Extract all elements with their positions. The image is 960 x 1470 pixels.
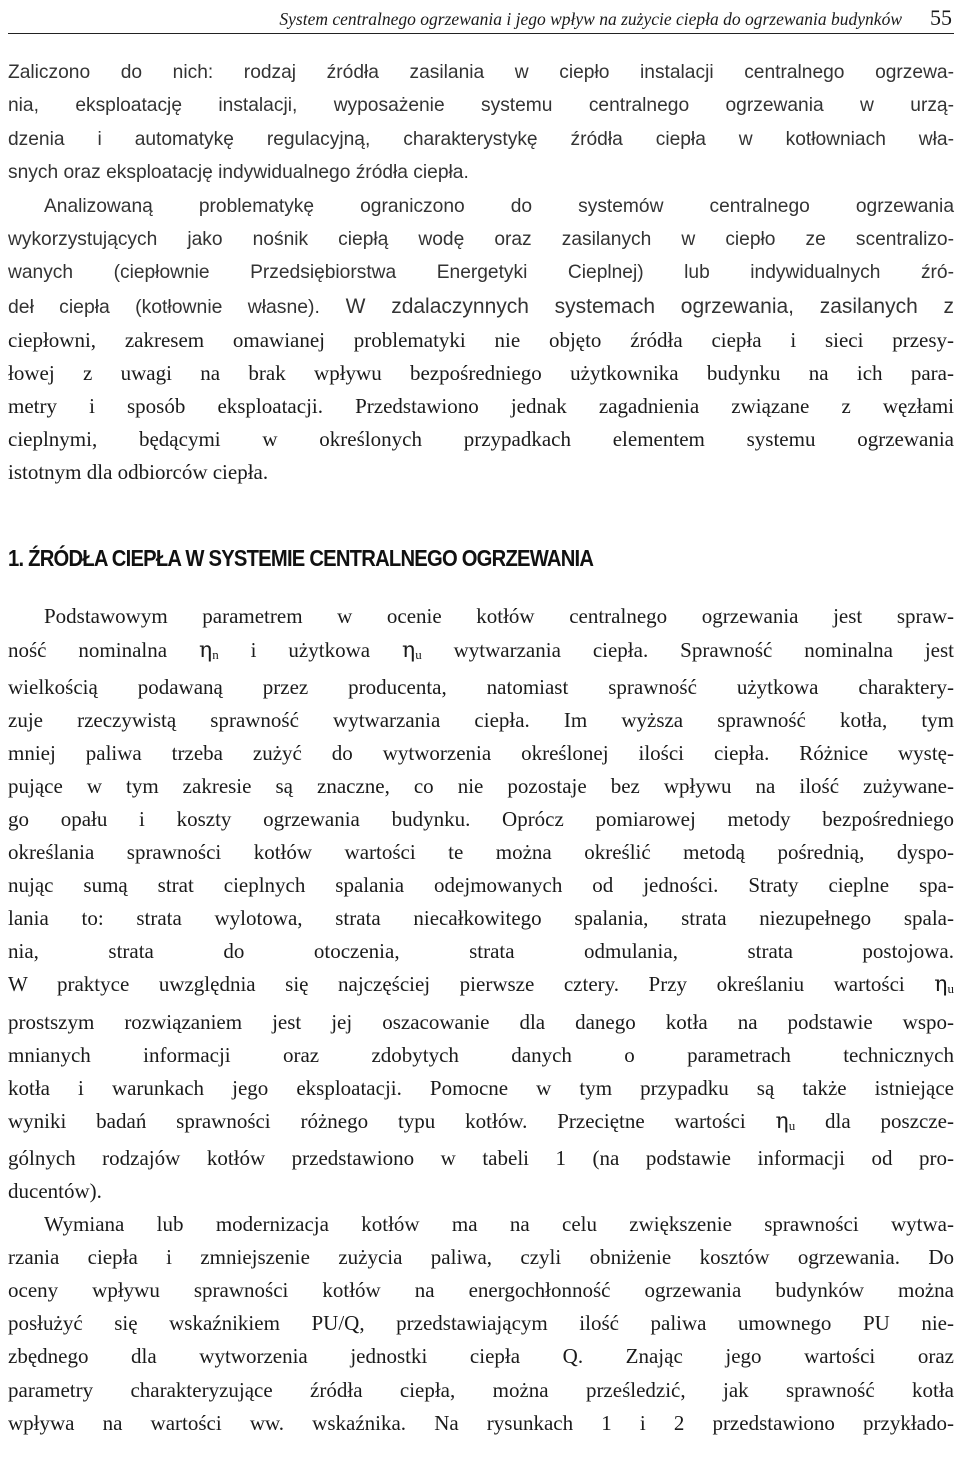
- text-span: Sprawność nominalna jest: [648, 637, 954, 662]
- subscript-u: u: [415, 646, 422, 662]
- text-line: [8, 968, 954, 1005]
- text-span: W zdalaczynnych systemach ogrzewania, zasilanych z: [319, 294, 955, 318]
- text-line: posłużyć się wskaźnikiem PU/Q, przedstawiającym ilość paliwa umownego PU nie-: [8, 1311, 954, 1336]
- text-line: Analizowaną problematykę ograniczono do systemów centralnego ogrzewania: [44, 195, 954, 217]
- text-line: [8, 704, 954, 737]
- running-title: System centralnego ogrzewania i jego wpływ na zużycie ciepła do ogrzewania budynków: [279, 9, 902, 29]
- paragraph-scope: [8, 190, 954, 324]
- text-span: dla poszcze-: [795, 1108, 954, 1133]
- text-line: wanych (ciepłownie Przedsiębiorstwa Energetyki Cieplnej) lub indywidualnych źró-: [8, 262, 954, 284]
- text-line: dzenia i automatykę regulacyjną, charakterystykę źródła ciepła w kotłowniach wła-: [8, 128, 954, 150]
- text-span: Pomocne w tym przypadku są także istniejące: [401, 1075, 954, 1100]
- text-line: Zaliczono do nich: rodzaj źródła zasilania w ciepło instalacji centralnego ogrzewa-: [8, 62, 954, 83]
- subscript-u: u: [947, 981, 954, 997]
- text-span: mniej paliwa trzeba zużyć do wytworzenia określonej ilości ciepła.: [8, 740, 770, 765]
- text-span: Oprócz pomiarowej metody bezpośredniego: [470, 806, 954, 831]
- text-line: mnianych informacji oraz zdobytych danych o parametrach technicznych: [8, 1042, 954, 1067]
- text-line: [8, 1072, 954, 1105]
- paragraph-efficiency: [8, 600, 954, 1208]
- running-header: [8, 0, 954, 34]
- text-line: pujące w tym zakresie są znaczne, co nie pozostaje bez wpływu na ilość zużywane-: [8, 773, 954, 798]
- text-line: łowej z uwagi na brak wpływu bezpośredniego użytkownika budynku na ich para-: [8, 361, 954, 386]
- text-line: metry i sposób eksploatacji. Przedstawiono jednak zagadnienia związane z węzłami: [8, 394, 954, 419]
- text-line: Podstawowym parametrem w ocenie kotłów centralnego ogrzewania jest spraw-: [44, 604, 954, 629]
- body-text: [8, 56, 954, 1440]
- text-line: ciepłowni, zakresem omawianej problematyki nie objęto źródła ciepła i sieci przesy-: [8, 327, 954, 352]
- text-span: Przy określaniu wartości: [619, 972, 935, 997]
- text-span: Im wyższa sprawność kotła, tym: [529, 707, 954, 732]
- text-span: go opału i koszty ogrzewania budynku.: [8, 806, 471, 831]
- page-number: 55: [930, 5, 952, 30]
- text-line: wielkością podawaną przez producenta, natomiast sprawność użytkowa charaktery-: [8, 674, 954, 699]
- eta-symbol: η: [934, 972, 948, 998]
- text-line: snych oraz eksploatację indywidualnego źródła ciepła.: [8, 162, 469, 184]
- text-line: wykorzystujących jako nośnik ciepłą wodę oraz zasilanych w ciepło ze scentralizo-: [8, 229, 954, 251]
- eta-symbol: η: [775, 1108, 789, 1134]
- text-span: W praktyce uwzględnia się najczęściej pierwsze cztery.: [8, 972, 620, 997]
- text-span: Różnice wystę-: [769, 740, 954, 765]
- text-span: Na rysunkach 1 i 2 przedstawiono przykłado-: [406, 1410, 954, 1435]
- text-line: zbędnego dla wytworzenia jednostki ciepła Q. Znając jego wartości oraz: [8, 1344, 954, 1369]
- text-span: kotła i warunkach jego eksploatacji.: [8, 1075, 402, 1100]
- intro-paragraph: [8, 56, 954, 190]
- text-span: zuje rzeczywistą sprawność wytwarzania ciepła.: [8, 707, 530, 732]
- subscript-n: n: [212, 646, 219, 662]
- paragraph-modernization: [8, 1208, 954, 1440]
- text-line: [8, 290, 954, 324]
- text-line: prostszym rozwiązaniem jest jej oszacowanie dla danego kotła na podstawie wspo-: [8, 1009, 954, 1034]
- text-line: [8, 1241, 954, 1274]
- text-line: [8, 1105, 954, 1142]
- text-span: Straty cieplne spa-: [718, 873, 954, 898]
- text-line: ducentów).: [8, 1179, 102, 1203]
- text-line: [8, 803, 954, 836]
- text-span: rzania ciepła i zmniejszenie zużycia paliwa, czyli obniżenie kosztów ogrzewania.: [8, 1245, 900, 1270]
- text-line: gólnych rodzajów kotłów przedstawiono w tabeli 1 (na podstawie informacji od pro-: [8, 1145, 954, 1170]
- paragraph-scope-cont: [8, 324, 954, 489]
- subscript-u: u: [788, 1117, 796, 1133]
- text-span: nując sumą strat cieplnych spalania odejmowanych od jedności.: [8, 873, 719, 898]
- text-line: [8, 634, 954, 671]
- text-line: lania to: strata wylotowa, strata niecałkowitego spalania, strata niezupełnego spala-: [8, 906, 954, 931]
- text-span: wpływa na wartości ww. wskaźnika.: [8, 1410, 407, 1435]
- text-line: oceny wpływu sprawności kotłów na energochłonność ogrzewania budynków można: [8, 1278, 954, 1303]
- text-span: ność nominalna: [8, 637, 200, 662]
- text-line: [8, 869, 954, 902]
- text-line: [8, 737, 954, 770]
- text-line: istotnym dla odbiorców ciepła.: [8, 460, 269, 485]
- text-line: cieplnymi, będącymi w określonych przypadkach elementem systemu ogrzewania: [8, 427, 954, 452]
- text-line: parametry charakteryzujące źródła ciepła, można prześledzić, jak sprawność kotła: [8, 1377, 954, 1402]
- text-span: wyniki badań sprawności różnego typu kotłów.: [8, 1108, 528, 1133]
- text-span: Do: [899, 1245, 954, 1270]
- text-line: nia, strata do otoczenia, strata odmulania, strata postojowa.: [8, 939, 954, 964]
- text-line: określania sprawności kotłów wartości te można określić metodą pośrednią, dyspo-: [8, 840, 954, 865]
- text-line: nia, eksploatację instalacji, wyposażenie systemu centralnego ogrzewania w urzą-: [8, 95, 954, 117]
- text-line: [8, 1407, 954, 1440]
- text-span: Przeciętne wartości: [527, 1108, 776, 1133]
- eta-symbol: η: [402, 637, 416, 663]
- text-span: i użytkowa: [218, 637, 402, 662]
- text-span: wytwarzania ciepła.: [421, 637, 649, 662]
- text-line: Wymiana lub modernizacja kotłów ma na celu zwiększenie sprawności wytwa-: [44, 1212, 954, 1237]
- text-span: deł ciepła (kotłownie własne).: [8, 295, 320, 318]
- section-heading: 1. ŹRÓDŁA CIEPŁA W SYSTEMIE CENTRALNEGO OGRZEWANIA: [8, 545, 594, 572]
- eta-symbol: η: [199, 637, 213, 663]
